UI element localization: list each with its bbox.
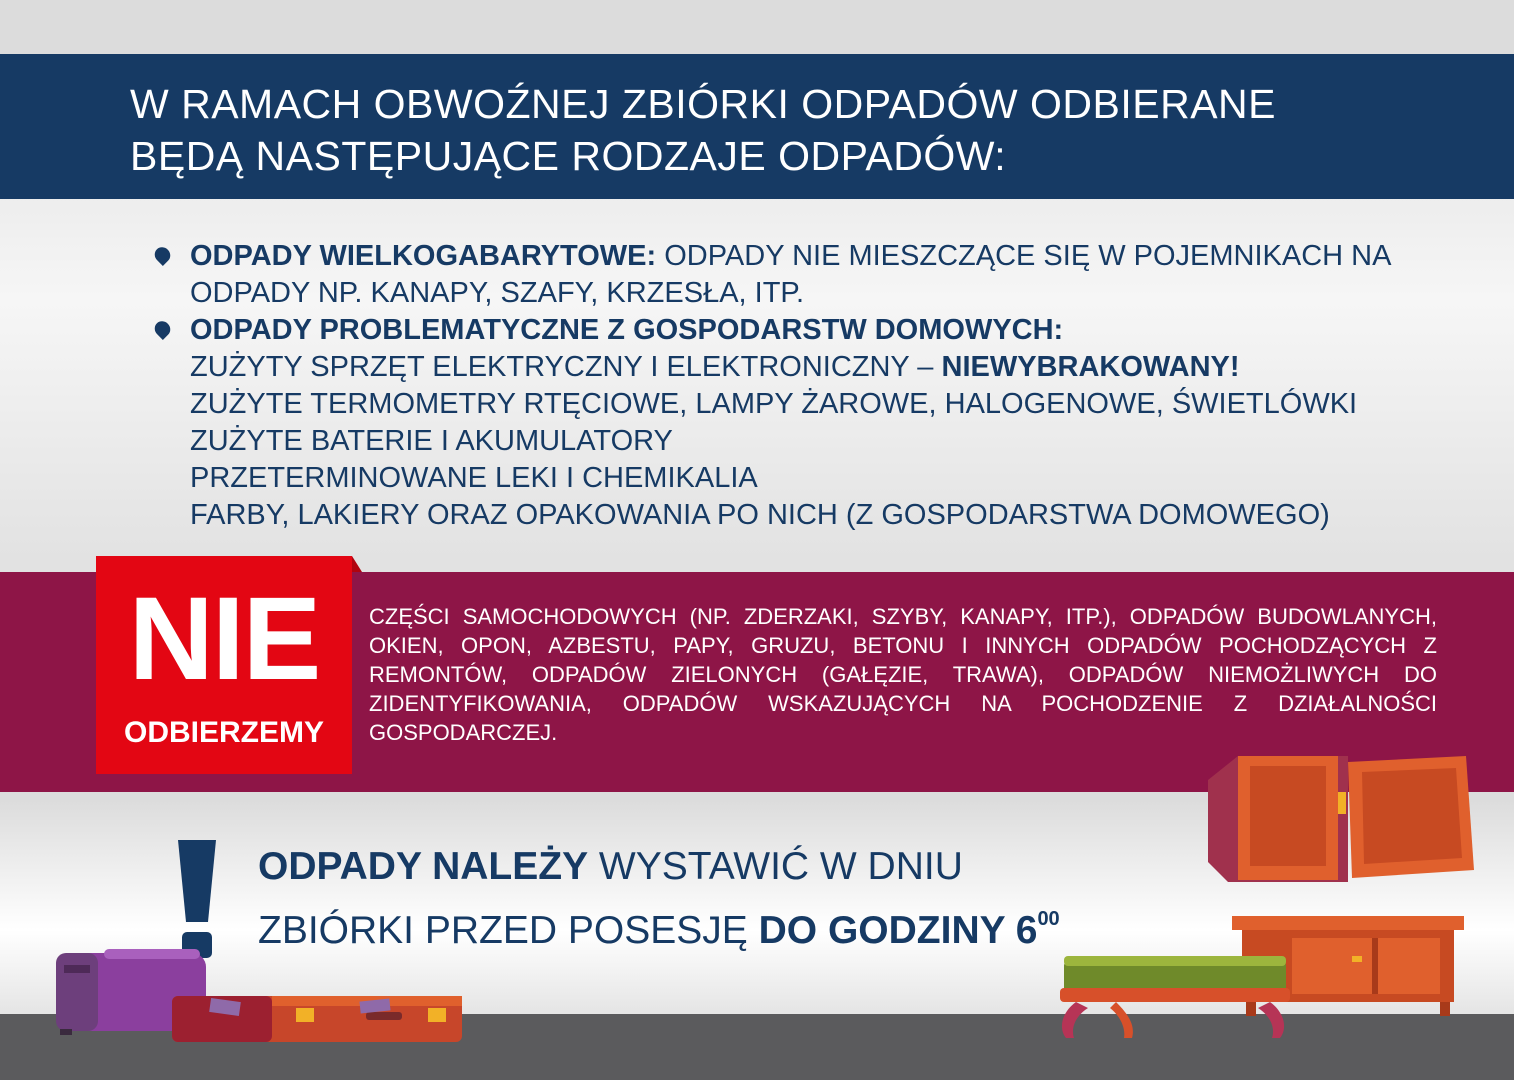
top-strip bbox=[0, 0, 1514, 54]
list-item-line: ZUŻYTE TERMOMETRY RTĘCIOWE, LAMPY ŻAROWE, HALOGENOWE, ŚWIETLÓWKI bbox=[190, 388, 1358, 420]
exclusion-text: CZĘŚCI SAMOCHODOWYCH (NP. ZDERZAKI, SZYBY, KANAPY, ITP.), ODPADÓW BUDOWLANYCH, OKIEN, OPON, AZBESTU, PAPY, GRUZU, BETONU I INNYCH ODPADÓW POCHODZĄCYCH Z REMONTÓW, ODPADÓW ZIELONYCH (GAŁĘZIE, TRAWA), ODPADÓW NIEMOŻLIWYCH DO ZIDENTYFIKOWANIA, ODPADÓW WSKAZUJĄCYCH NA POCHODZENIE Z DZIAŁALNOŚCI GOSPODARCZEJ. bbox=[369, 604, 1437, 745]
notice-text-part: WYSTAWIĆ W DNIU bbox=[588, 845, 963, 888]
list-item-emphasis: NIEWYBRAKOWANY! bbox=[941, 351, 1240, 383]
list-item-line: ODPADY NP. KANAPY, SZAFY, KRZESŁA, ITP. bbox=[190, 277, 805, 309]
list-item-hazardous bbox=[155, 312, 1475, 534]
exclamation-icon bbox=[172, 840, 222, 960]
nie-odbierzemy-badge bbox=[96, 556, 352, 774]
list-item-text: ODPADY NIE MIESZCZĄCE SIĘ W POJEMNIKACH NA bbox=[656, 240, 1392, 272]
list-item-line: PRZETERMINOWANE LEKI I CHEMIKALIA bbox=[190, 462, 758, 494]
list-item-title: ODPADY WIELKOGABARYTOWE: bbox=[190, 240, 657, 272]
list-item-line bbox=[190, 349, 1475, 386]
notice-line-1 bbox=[258, 840, 1060, 893]
bullet-icon bbox=[152, 244, 174, 266]
ottoman-icon bbox=[1056, 952, 1292, 1044]
list-item-text: ZUŻYTY SPRZĘT ELEKTRYCZNY I ELEKTRONICZNY – bbox=[190, 351, 942, 383]
wall-cabinet-icon bbox=[1198, 752, 1484, 886]
list-item-line: ZUŻYTE BATERIE I AKUMULATORY bbox=[190, 425, 673, 457]
list-item-line: FARBY, LAKIERY ORAZ OPAKOWANIA PO NICH (Z GOSPODARSTWA DOMOWEGO) bbox=[190, 499, 1330, 531]
notice-line-2 bbox=[258, 893, 1060, 957]
notice-text bbox=[258, 840, 1060, 957]
nie-label: NIE bbox=[128, 573, 320, 705]
list-item-bulky bbox=[155, 238, 1475, 312]
list-item-line bbox=[190, 238, 1475, 275]
list-item-title: ODPADY PROBLEMATYCZNE Z GOSPODARSTW DOMOWYCH: bbox=[190, 314, 1064, 346]
notice-emphasis: ODPADY NALEŻY bbox=[258, 845, 589, 888]
header-line-1: W RAMACH OBWOŹNEJ ZBIÓRKI ODPADÓW ODBIERANE bbox=[130, 81, 1277, 127]
notice-superscript: 00 bbox=[1037, 908, 1060, 930]
odbierzemy-label: ODBIERZEMY bbox=[123, 716, 324, 749]
header-line-2: BĘDĄ NASTĘPUJĄCE RODZAJE ODPADÓW: bbox=[130, 133, 1007, 179]
notice-text-part: ZBIÓRKI PRZED POSESJĘ bbox=[258, 909, 759, 952]
bullet-icon bbox=[152, 318, 174, 340]
notice-emphasis: DO GODZINY 6 bbox=[758, 909, 1038, 952]
suitcase-icon bbox=[170, 988, 466, 1044]
header-band bbox=[0, 54, 1514, 199]
waste-list bbox=[155, 238, 1475, 534]
